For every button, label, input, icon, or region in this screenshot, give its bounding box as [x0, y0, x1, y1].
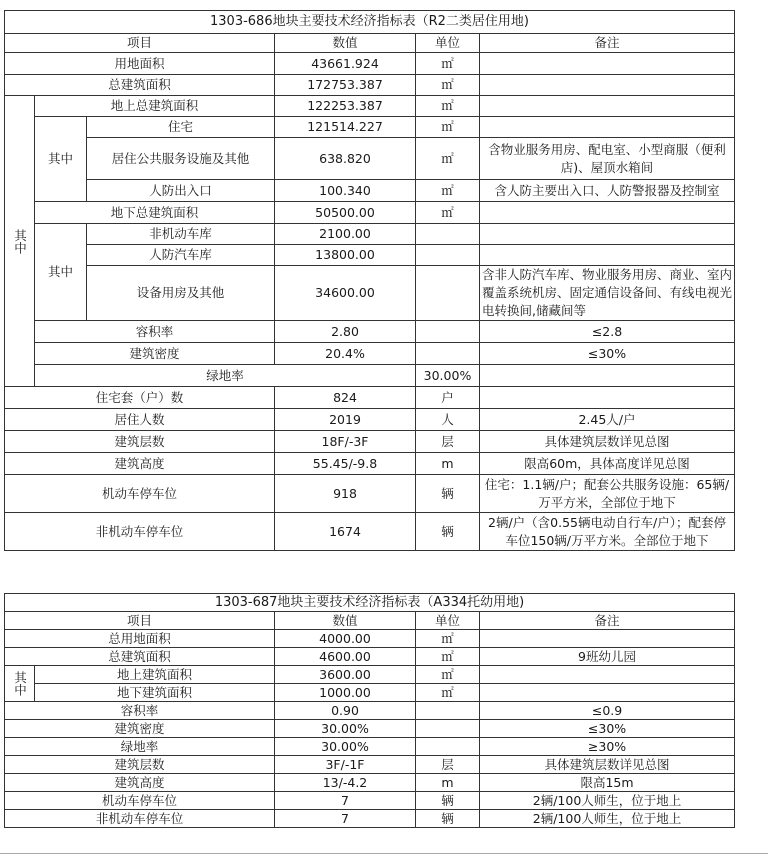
table-row: 建筑高度 55.45/-9.8 m 限高60m，具体高度详见总图 [5, 453, 735, 475]
table-row: 绿地率 30.00% ≥30% [5, 738, 735, 756]
table-row: 绿地率 30.00% [5, 365, 735, 387]
table-row: 总建筑面积 172753.387 ㎡ [5, 75, 735, 96]
table-row: 建筑密度 20.4% ≤30% [5, 343, 735, 365]
table-row: 用地面积 43661.924 ㎡ [5, 53, 735, 75]
header-remark: 备注 [480, 612, 735, 630]
header-item: 项目 [5, 612, 275, 630]
page-divider [0, 853, 768, 854]
table-title: 1303-686地块主要技术经济指标表（R2二类居住用地) [5, 11, 735, 34]
table-row: 非机动车停车位 7 辆 2辆/100人师生，位于地上 [5, 810, 735, 828]
group-label: 其中 [5, 666, 35, 702]
table-row: 居住人数 2019 人 2.45人/户 [5, 409, 735, 431]
group-label-outer: 其中 [5, 96, 35, 387]
table-row: 其中 非机动车库 2100.00 [5, 224, 735, 245]
table-row: 住宅套（户）数 824 户 [5, 387, 735, 409]
header-remark: 备注 [480, 34, 735, 53]
group-label-below: 其中 [35, 224, 87, 321]
table-row: 建筑高度 13/-4.2 m 限高15m [5, 774, 735, 792]
table-row: 总建筑面积 4600.00 ㎡ 9班幼儿园 [5, 648, 735, 666]
r2-indicator-table [4, 10, 735, 551]
table-row: 其中 地上总建筑面积 122253.387 ㎡ [5, 96, 735, 117]
table-title: 1303-687地块主要技术经济指标表（A334托幼用地) [5, 594, 735, 612]
table-row: 地下建筑面积 1000.00 ㎡ [5, 684, 735, 702]
group-label-above: 其中 [35, 117, 87, 202]
header-value: 数值 [275, 612, 416, 630]
table-row: 总用地面积 4000.00 ㎡ [5, 630, 735, 648]
header-value: 数值 [275, 34, 416, 53]
table-row: 设备用房及其他 34600.00 含非人防汽车库、物业服务用房、商业、室内覆盖系统机房、固定通信设备间、有线电视光电转换间,储藏间等 [5, 266, 735, 321]
header-unit: 单位 [416, 34, 480, 53]
header-item: 项目 [5, 34, 275, 53]
table-row: 机动车停车位 7 辆 2辆/100人师生，位于地上 [5, 792, 735, 810]
table-row: 机动车停车位 918 辆 住宅：1.1辆/户；配套公共服务设施：65辆/万平方米，全部位于地下 [5, 475, 735, 513]
table-row: 其中 住宅 121514.227 ㎡ [5, 117, 735, 138]
table-row: 建筑层数 3F/-1F 层 具体建筑层数详见总图 [5, 756, 735, 774]
table-row: 非机动车停车位 1674 辆 2辆/户（含0.55辆电动自行车/户）；配套停车位150辆/万平方米。全部位于地下 [5, 513, 735, 551]
header-unit: 单位 [416, 612, 480, 630]
a334-indicator-table [4, 593, 735, 828]
table-row: 建筑层数 18F/-3F 层 具体建筑层数详见总图 [5, 431, 735, 453]
table-row: 建筑密度 30.00% ≤30% [5, 720, 735, 738]
table-row: 人防出入口 100.340 ㎡ 含人防主要出入口、人防警报器及控制室 [5, 180, 735, 202]
table-row: 人防汽车库 13800.00 [5, 245, 735, 266]
table-row: 地下总建筑面积 50500.00 ㎡ [5, 202, 735, 224]
table-row: 容积率 0.90 ≤0.9 [5, 702, 735, 720]
table-row: 其中 地上建筑面积 3600.00 ㎡ [5, 666, 735, 684]
table-row: 居住公共服务设施及其他 638.820 ㎡ 含物业服务用房、配电室、小型商服（便利店)、屋顶水箱间 [5, 138, 735, 180]
table-row: 容积率 2.80 ≤2.8 [5, 321, 735, 343]
